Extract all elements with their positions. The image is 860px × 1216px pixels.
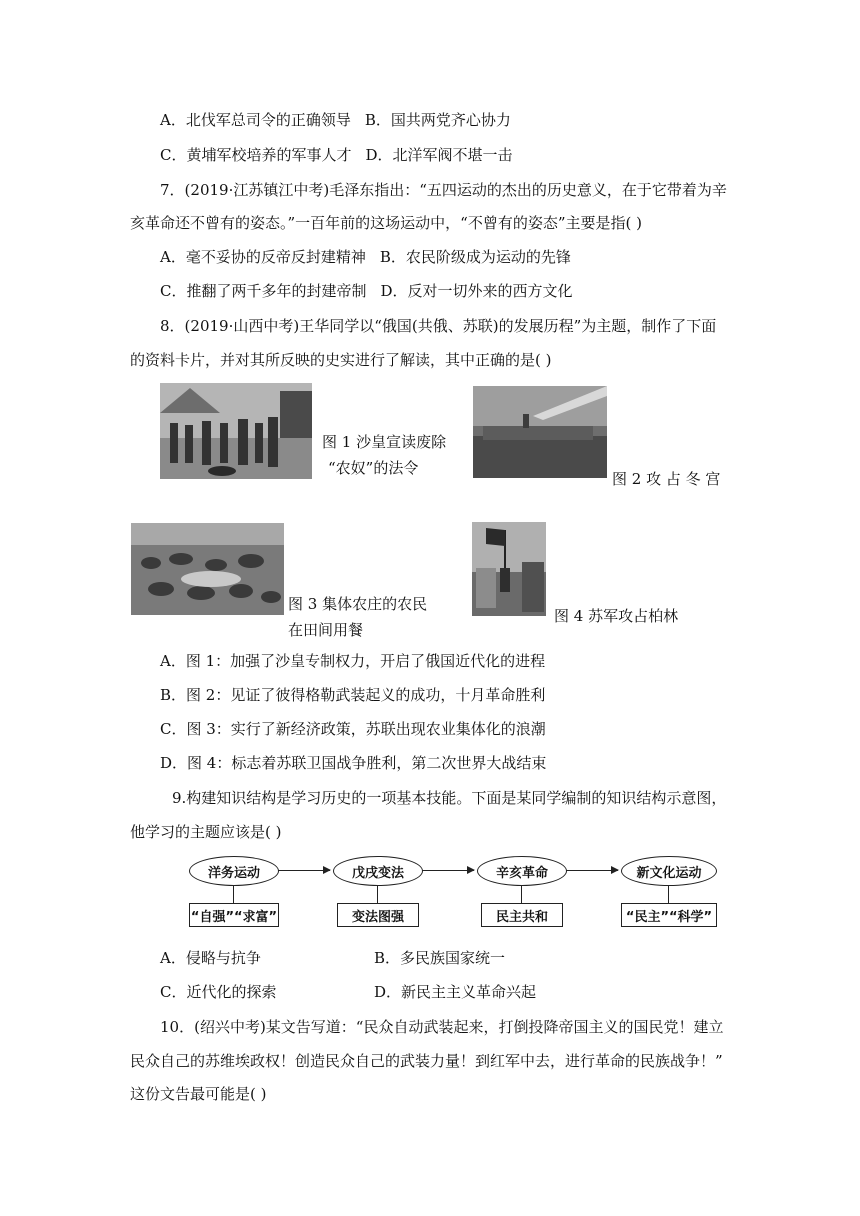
- q10-stem-line1: 10．(绍兴中考)某文告写道：“民众自动武装起来，打倒投降帝国主义的国民党！建立: [160, 1018, 724, 1036]
- figure-2-caption: 图 2 攻 占 冬 宫: [612, 470, 721, 488]
- figure-4-image: [472, 522, 546, 616]
- figure-3-caption-line2: 在田间用餐: [288, 621, 364, 639]
- q9-option-d: D．新民主主义革命兴起: [374, 983, 537, 1001]
- q6-option-a: A．北伐军总司令的正确领导: [160, 111, 351, 129]
- diagram-connector-1: [233, 885, 234, 903]
- q10-stem-line2: 民众自己的苏维埃政权！创造民众自己的武装力量！到红军中去，进行革命的民族战争！”: [130, 1052, 723, 1070]
- q9-stem-line1: 9.构建知识结构是学习历史的一项基本技能。下面是某同学编制的知识结构示意图，: [172, 789, 727, 807]
- q8-stem-line1: 8．(2019·山西中考)王华同学以“俄国(共俄、苏联)的发展历程”为主题，制作了下面: [160, 317, 717, 335]
- diagram-box-ziqiang: “自强”“求富”: [189, 903, 279, 927]
- diagram-node-yangwu: 洋务运动: [189, 856, 279, 886]
- q6-option-b: B．国共两党齐心协力: [364, 111, 511, 129]
- figure-1-caption-line1: 图 1 沙皇宣读废除: [322, 433, 447, 451]
- q7-options-row1: [160, 247, 571, 267]
- q7-options-row2: [160, 281, 573, 301]
- q10-stem-line3: 这份文告最可能是( ): [130, 1085, 267, 1103]
- q7-stem-line1: 7．(2019·江苏镇江中考)毛泽东指出：“五四运动的杰出的历史意义，在于它带着为辛: [160, 181, 727, 199]
- q7-option-a: A．毫不妥协的反帝反封建精神: [160, 248, 366, 266]
- q9-option-c: C．近代化的探索: [160, 983, 277, 1001]
- diagram-box-bianfa: 变法图强: [337, 903, 419, 927]
- diagram-node-xinhai: 辛亥革命: [477, 856, 567, 886]
- q8-option-d: D．图 4：标志着苏联卫国战争胜利，第二次世界大战结束: [160, 754, 547, 772]
- figure-3-image: [131, 523, 284, 615]
- figure-3-caption-line1: 图 3 集体农庄的农民: [288, 595, 428, 613]
- diagram-node-xinwenhua: 新文化运动: [621, 856, 717, 886]
- q6-options-row2: [160, 145, 513, 165]
- q7-option-b: B．农民阶级成为运动的先锋: [379, 248, 571, 266]
- diagram-connector-2: [377, 885, 378, 903]
- diagram-arrow-2: [422, 870, 474, 871]
- q8-option-b: B．图 2：见证了彼得格勒武装起义的成功，十月革命胜利: [160, 686, 546, 704]
- diagram-node-wuxu: 戊戌变法: [333, 856, 423, 886]
- figure-1-caption-line2: “农奴”的法令: [328, 459, 419, 477]
- q6-option-c: C．黄埔军校培养的军事人才: [160, 146, 352, 164]
- diagram-box-minzhu: 民主共和: [481, 903, 563, 927]
- q9-option-b: B．多民族国家统一: [374, 949, 506, 967]
- figure-2-image: [473, 386, 607, 478]
- q8-stem-line2: 的资料卡片，并对其所反映的史实进行了解读，其中正确的是( ): [130, 351, 552, 369]
- q8-option-c: C．图 3：实行了新经济政策，苏联出现农业集体化的浪潮: [160, 720, 546, 738]
- q7-stem-line2: 亥革命还不曾有的姿态。”一百年前的这场运动中，“不曾有的姿态”主要是指( ): [130, 214, 642, 232]
- q9-option-a: A．侵略与抗争: [160, 949, 261, 967]
- q6-option-d: D．北洋军阀不堪一击: [365, 146, 513, 164]
- figure-1-image: [160, 383, 312, 479]
- q7-option-c: C．推翻了两千多年的封建帝制: [160, 282, 367, 300]
- figure-4-caption: 图 4 苏军攻占柏林: [554, 607, 679, 625]
- diagram-connector-3: [521, 885, 522, 903]
- diagram-arrow-1: [278, 870, 330, 871]
- q7-option-d: D．反对一切外来的西方文化: [380, 282, 573, 300]
- diagram-arrow-3: [566, 870, 618, 871]
- q9-stem-line2: 他学习的主题应该是( ): [130, 823, 282, 841]
- q6-options-row1: [160, 110, 511, 130]
- diagram-connector-4: [668, 885, 669, 903]
- diagram-box-kexue: “民主”“科学”: [621, 903, 717, 927]
- q8-option-a: A．图 1：加强了沙皇专制权力，开启了俄国近代化的进程: [160, 652, 546, 670]
